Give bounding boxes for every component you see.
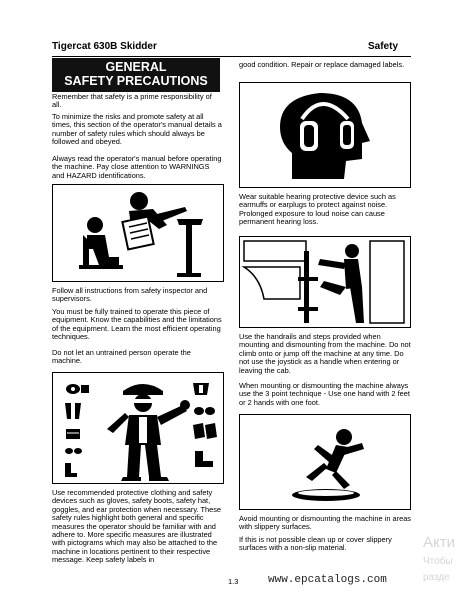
watermark-line-3: разде <box>423 572 450 583</box>
slipping-person-icon <box>240 415 410 509</box>
paragraph-non-slip: If this is not possible clean up or cover slippery surfaces with a non-slip material. <box>239 535 392 553</box>
paragraph-untrained-person: Do not let an untrained person operate the machine. <box>52 348 191 366</box>
protective-equipment-pictogram <box>52 372 224 484</box>
header-rule <box>52 56 411 57</box>
paragraph-handrails: Use the handrails and steps provided when mounting and dismounting from the machine. Do not climb onto or jump off the machine at any time. Do not use the joystick as a handle when entering or leaving the cab. <box>239 332 411 375</box>
instructor-icon <box>53 185 223 281</box>
paragraph-hearing-protection: Wear suitable hearing protective device such as earmuffs or earplugs to protect against noise. Prolonged exposure to loud noise can cause permanent hearing loss. <box>239 192 396 227</box>
banner-line-1: GENERAL <box>105 60 167 74</box>
watermark-line-2: Чтобы <box>423 556 453 567</box>
watermark-line-1: Акти <box>423 534 455 551</box>
paragraph-protective-clothing: Use recommended protective clothing and safety devices such as gloves, safety boots, safety hat, goggles, and ear protection when necessary. These safety rules highlight both general and specific measures the operator should be familiar with and adhere to. More specific measures are illustrated with pictograms which may also be attached to the machine in locations pertinent to their respective message. Keep safety labels in <box>52 488 221 565</box>
paragraph-responsibility: Remember that safety is a prime responsibility of all. <box>52 92 212 110</box>
footer-url[interactable]: www.epcatalogs.com <box>268 574 387 586</box>
ear-protection-icon <box>240 83 410 187</box>
instructor-pictogram <box>52 184 224 282</box>
protective-equipment-icon <box>53 373 223 483</box>
paragraph-follow-instructions: Follow all instructions from safety inspector and supervisors. <box>52 286 208 304</box>
slippery-surface-pictogram <box>239 414 411 510</box>
section-banner <box>52 58 220 92</box>
section-title: Safety <box>368 41 399 52</box>
paragraph-read-manual: Always read the operator's manual before operating the machine. Pay close attention to WARNINGS and HAZARD identifications. <box>52 154 222 180</box>
climbing-handrail-icon <box>240 237 410 327</box>
page-number: 1.3 <box>228 577 239 586</box>
paragraph-labels-condition: good condition. Repair or replace damaged labels. <box>239 60 405 69</box>
paragraph-slippery-areas: Avoid mounting or dismounting the machine in areas with slippery surfaces. <box>239 514 412 532</box>
hearing-protection-pictogram <box>239 82 411 188</box>
banner-line-2: SAFETY PRECAUTIONS <box>64 74 208 88</box>
paragraph-fully-trained: You must be fully trained to operate this piece of equipment. Know the capabilities and the limitations of the equipment. Learn the most efficient operating techniques. <box>52 307 222 342</box>
document-title: Tigercat 630B Skidder <box>52 41 157 52</box>
paragraph-three-point: When mounting or dismounting the machine always use the 3 point technique - Use one hand with 2 feet or 2 hands with one foot. <box>239 381 410 407</box>
paragraph-minimize-risks: To minimize the risks and promote safety at all times, this section of the operator's manual details a number of safety rules which should always be followed and obeyed. <box>52 112 222 147</box>
three-point-mounting-pictogram <box>239 236 411 328</box>
